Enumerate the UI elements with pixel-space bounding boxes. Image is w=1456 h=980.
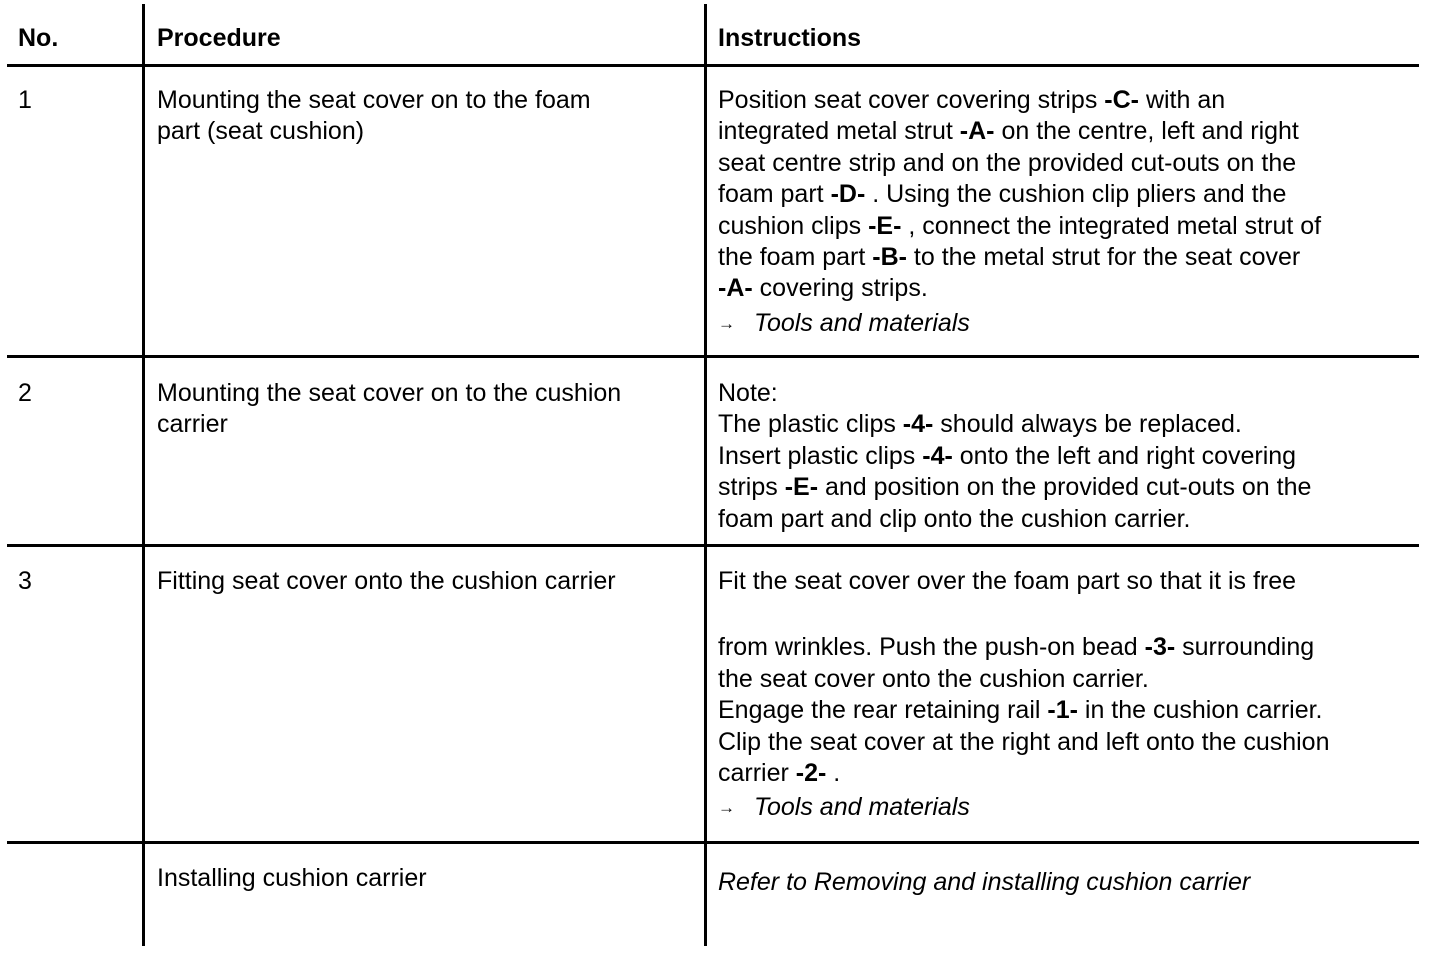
row-4-instructions [718, 867, 1250, 898]
instruction-line: the foam part -B- to the metal strut for the seat cover [718, 243, 1301, 272]
part-callout: -E- [784, 473, 819, 502]
column-divider [704, 4, 707, 946]
part-callout: -3- [1144, 633, 1176, 662]
procedure-line: Mounting the seat cover on to the foam [157, 86, 591, 114]
part-callout: -D- [830, 180, 866, 209]
row-3-number: 3 [18, 567, 32, 595]
header-instructions: Instructions [718, 24, 862, 52]
row-3-procedure [157, 566, 616, 597]
part-callout: -B- [872, 243, 907, 272]
tools-materials-link[interactable]: → Tools and materials [718, 792, 1330, 823]
table-rule [7, 544, 1419, 547]
table-rule [7, 355, 1419, 358]
row-1-number: 1 [18, 86, 32, 114]
part-callout: -A- [718, 274, 753, 303]
row-2-instructions [718, 378, 1311, 535]
part-callout: -A- [959, 117, 995, 146]
instruction-line: Engage the rear retaining rail -1- in the cushion carrier. [718, 696, 1323, 725]
arrow-right-icon: → [718, 313, 735, 333]
instruction-line: cushion clips -E- , connect the integrated metal strut of [718, 211, 1322, 240]
row-3-instructions [718, 566, 1330, 824]
procedure-line: part (seat cushion) [157, 117, 365, 146]
arrow-right-icon: → [718, 798, 735, 818]
note-label: Note: [718, 379, 778, 407]
spacer [718, 597, 1330, 632]
instruction-line: Position seat cover covering strips -C- with an [718, 86, 1226, 114]
instruction-line: foam part and clip onto the cushion carrier. [718, 504, 1191, 533]
table-rule [7, 841, 1419, 844]
instruction-line: -A- covering strips. [718, 274, 928, 303]
part-callout: -1- [1047, 696, 1078, 725]
part-callout: -4- [922, 441, 953, 470]
removing-installing-cushion-carrier-link[interactable]: Refer to Removing and installing cushion carrier [718, 868, 1251, 896]
instruction-line: integrated metal strut -A- on the centre, left and right [718, 117, 1299, 146]
instruction-line: seat centre strip and on the provided cut-outs on the [718, 148, 1297, 177]
row-2-procedure [157, 378, 621, 441]
instruction-line: carrier -2- . [718, 759, 841, 788]
instruction-line: foam part -D- . Using the cushion clip pliers and the [718, 180, 1287, 209]
row-2-number: 2 [18, 379, 32, 407]
procedure-line: Mounting the seat cover on to the cushion [157, 379, 622, 407]
instruction-line: the seat cover onto the cushion carrier. [718, 664, 1149, 693]
part-callout: -4- [902, 410, 934, 439]
instruction-line: Clip the seat cover at the right and left onto the cushion [718, 727, 1330, 756]
part-callout: -E- [868, 211, 902, 240]
instruction-line: Fit the seat cover over the foam part so that it is free [718, 567, 1297, 595]
column-divider [142, 4, 145, 946]
instruction-line: strips -E- and position on the provided cut-outs on the [718, 473, 1312, 502]
tools-materials-link[interactable]: → Tools and materials [718, 308, 1321, 339]
header-no: No. [18, 24, 59, 52]
part-callout: -C- [1104, 86, 1139, 114]
header-procedure: Procedure [157, 24, 281, 52]
row-1-instructions [718, 85, 1321, 339]
row-1-procedure [157, 85, 591, 148]
procedure-line: carrier [157, 410, 228, 439]
instruction-line: from wrinkles. Push the push-on bead -3- surrounding [718, 633, 1315, 662]
procedure-line: Fitting seat cover onto the cushion carrier [157, 567, 616, 595]
table-rule [7, 64, 1419, 67]
part-callout: -2- [795, 759, 827, 788]
instruction-line: Insert plastic clips -4- onto the left and right covering [718, 441, 1297, 470]
row-4-procedure [157, 863, 427, 894]
procedure-line: Installing cushion carrier [157, 864, 427, 892]
instruction-line: The plastic clips -4- should always be replaced. [718, 410, 1242, 439]
